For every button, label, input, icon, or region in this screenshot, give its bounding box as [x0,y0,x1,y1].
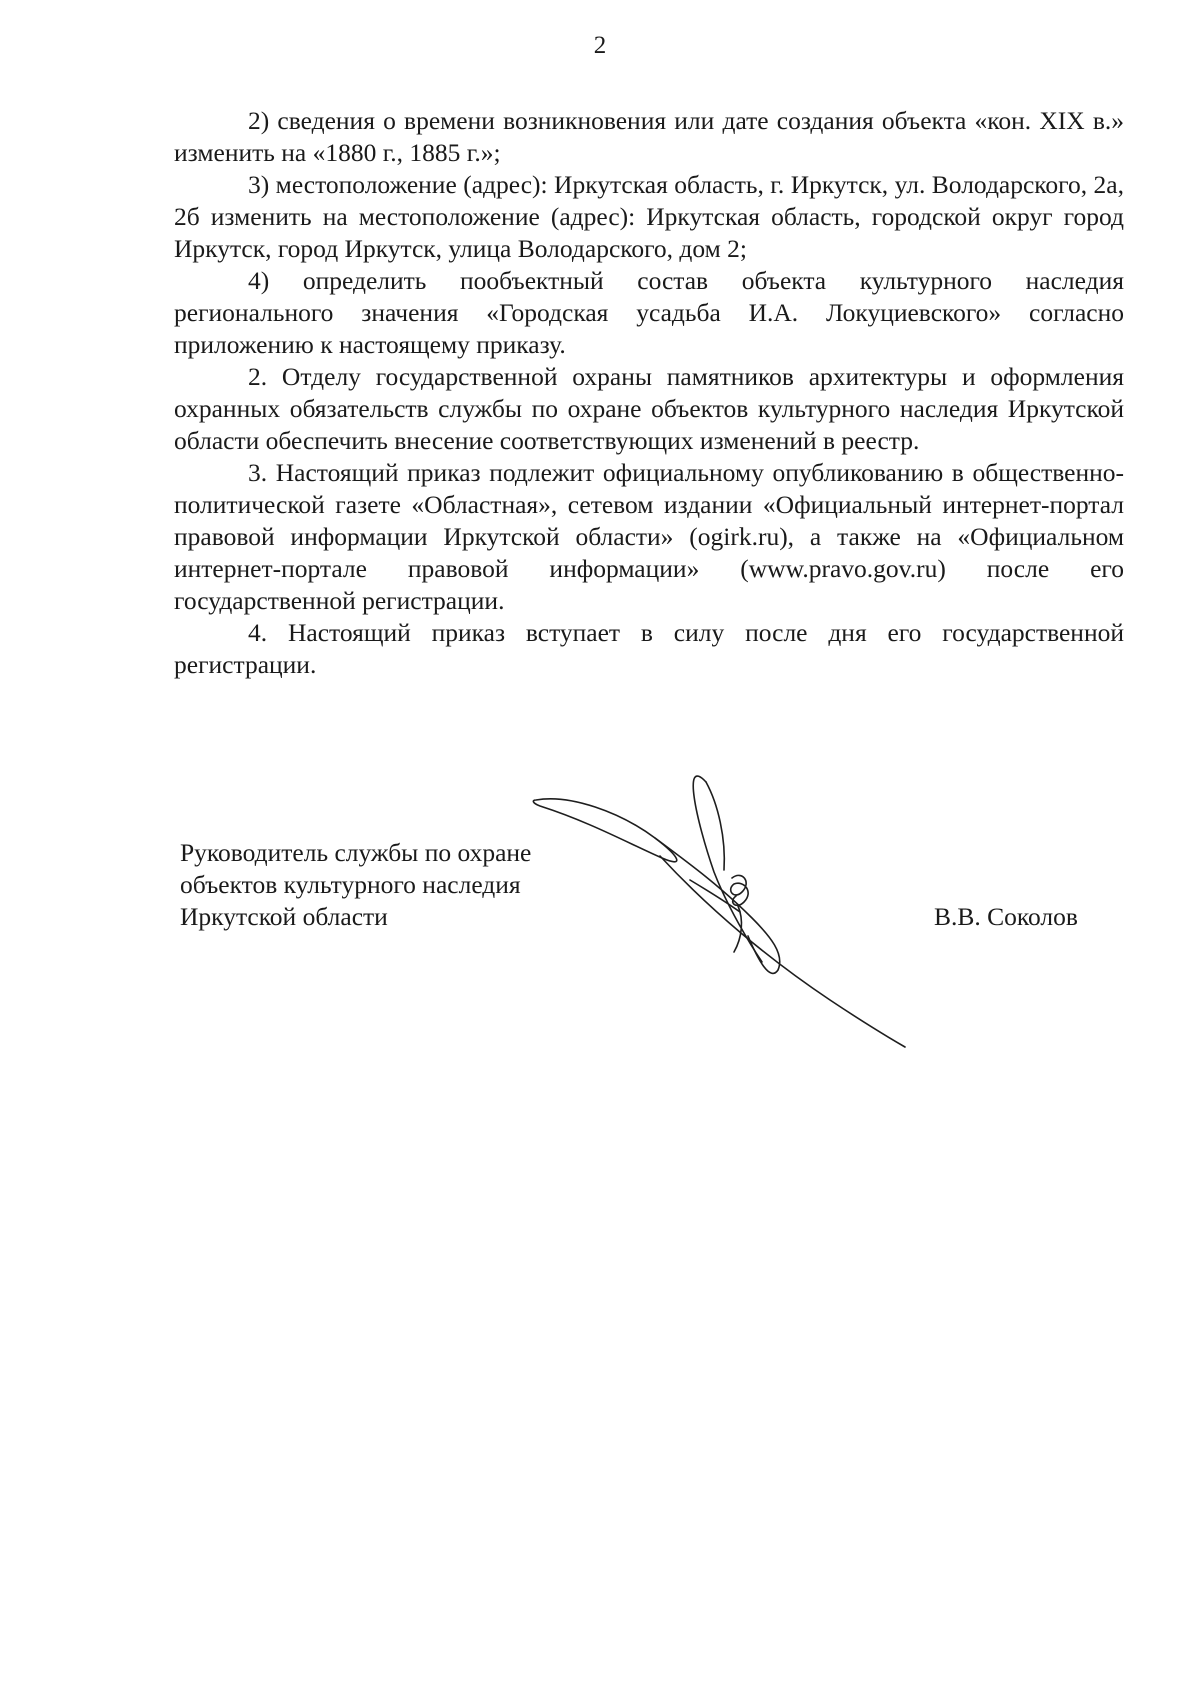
document-body [174,105,1124,681]
paragraph-section-2-registry: 2. Отделу государственной охраны памятников архитектуры и оформления охранных обязательств службы по охране объектов культурного наследия Иркутской области обеспечить внесение соответствующих изменений в реестр. [174,362,1124,455]
signature-stroke [731,875,748,905]
paragraph-item-2-dates: 2) сведения о времени возникновения или дате создания объекта «кон. XIX в.» изменить на «1880 г., 1885 г.»; [174,106,1124,167]
signatory-name: В.В. Соколов [934,902,1078,931]
signature-stroke [693,776,762,962]
page-number: 2 [593,32,607,59]
signatory-title-line: объектов культурного наследия [180,870,521,899]
signature-stroke [655,838,780,973]
paragraph-section-4-effective: 4. Настоящий приказ вступает в силу после дня его государственной регистрации. [174,618,1124,679]
handwritten-signature [530,760,930,1060]
paragraph-section-3-publication: 3. Настоящий приказ подлежит официальному опубликованию в общественно-политической газете «Областная», сетевом издании «Официальный интернет-портал правовой информации Иркутской области» (ogirk.ru), а также на «Официальном интернет-портале правовой информации» (www.pravo.gov.ru) после его государственной регистрации. [174,458,1124,615]
signatory-title-line: Руководитель службы по охране [180,838,532,867]
paragraph-item-3-address: 3) местоположение (адрес): Иркутская область, г. Иркутск, ул. Володарского, 2а, 2б изменить на местоположение (адрес): Иркутская область, городской округ город Иркутск, город Иркутск, улица Володарского, дом 2; [174,170,1124,263]
paragraph-item-4-composition: 4) определить пообъектный состав объекта культурного наследия регионального значения «Городская усадьба И.А. Локуциевского» согласно приложению к настоящему приказу. [174,266,1124,359]
signature-stroke [533,799,676,862]
signatory-title-line: Иркутской области [180,902,388,931]
